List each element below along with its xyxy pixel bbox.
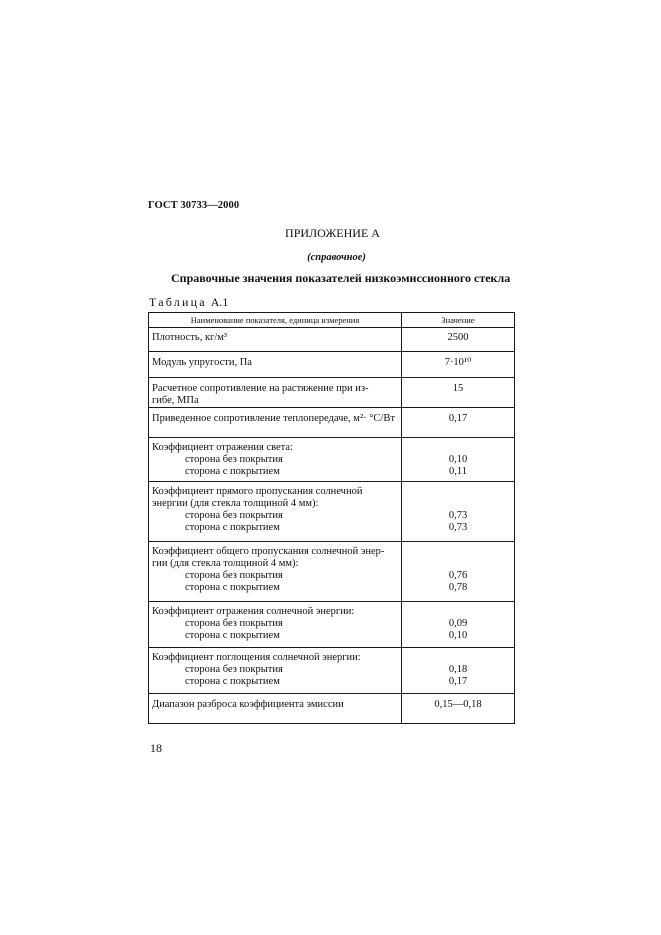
row-value-line: 0,10 [448,630,468,641]
row-value-line: 0,17 [448,413,468,424]
row-name-cell [149,408,402,438]
value-spacer [405,498,511,510]
row-name-line: Диапазон разброса коэффициента эмиссии [152,699,344,710]
row-value-cell [402,378,515,408]
row-value-cell [402,602,515,648]
table-caption-number: А.1 [210,295,229,309]
document-code: ГОСТ 30733—2000 [148,200,240,211]
table-caption-label: Таблица [149,295,207,309]
row-value-line: 0,11 [449,466,467,477]
row-subitem-line: сторона с покрытием [185,582,280,593]
row-value-line: 0,17 [448,676,468,687]
row-subitem-line: сторона с покрытием [185,676,280,687]
table-row [149,648,515,694]
row-value-line: 2500 [447,332,469,343]
row-value-line: 7·10¹⁰ [444,357,472,368]
table-caption [149,295,228,310]
row-name-line: Коэффициент поглощения солнечной энергии: [152,652,361,663]
row-name-cell [149,328,402,352]
value-spacer [405,486,511,498]
table-header-row [149,313,515,328]
row-value-line: 0,73 [448,522,468,533]
row-value-line: 0,78 [448,582,468,593]
row-name-line: Коэффициент отражения солнечной энергии: [152,606,355,617]
reference-values-table [148,312,515,724]
row-name-cell [149,542,402,602]
row-subitem-line: сторона без покрытия [185,510,283,521]
row-subitem-line: сторона без покрытия [185,454,283,465]
row-name-line: Приведенное сопротивление теплопередаче, м²· °С/Вт [152,413,395,424]
row-name-line: энергии (для стекла толщиной 4 мм): [152,498,319,509]
row-value-line: 0,09 [448,618,468,629]
row-value-line: 0,76 [448,570,468,581]
table-row [149,378,515,408]
table-row [149,542,515,602]
row-value-cell [402,648,515,694]
row-name-cell [149,352,402,378]
appendix-title: ПРИЛОЖЕНИЕ А [285,226,380,240]
row-name-line: Коэффициент отражения света: [152,442,293,453]
row-value-line: 0,15—0,18 [434,699,482,710]
section-title: Справочные значения показателей низкоэмиссионного стекла [171,271,511,285]
column-header-name: Наименование показателя, единица измерения [149,313,402,328]
table-row [149,328,515,352]
row-name-cell [149,482,402,542]
row-subitem-line: сторона с покрытием [185,630,280,641]
table-row [149,438,515,482]
row-value-cell [402,542,515,602]
row-name-line: Модуль упругости, Па [152,357,252,368]
row-subitem-line: сторона без покрытия [185,618,283,629]
row-value-cell [402,438,515,482]
row-name-line: гии (для стекла толщиной 4 мм): [152,558,299,569]
row-value-line: 15 [452,383,464,394]
row-subitem-line: сторона с покрытием [185,522,280,533]
row-value-line: 0,73 [448,510,468,521]
row-name-line: Расчетное сопротивление на растяжение при из- [152,383,369,394]
row-value-cell [402,352,515,378]
value-spacer [405,558,511,570]
row-value-line: 0,10 [448,454,468,465]
row-value-cell [402,482,515,542]
row-subitem-line: сторона с покрытием [185,466,280,477]
row-name-cell [149,602,402,648]
table-body [149,328,515,724]
value-spacer [405,652,511,664]
row-name-cell [149,648,402,694]
value-spacer [405,606,511,618]
page-number: 18 [150,741,162,755]
table-row [149,602,515,648]
row-name-line: гибе, МПа [152,395,199,406]
row-value-line: 0,18 [448,664,468,675]
row-subitem-line: сторона без покрытия [185,664,283,675]
value-spacer [405,442,511,454]
row-name-cell [149,438,402,482]
row-name-cell [149,694,402,724]
table-row [149,482,515,542]
value-spacer [405,546,511,558]
row-name-line: Коэффициент прямого пропускания солнечной [152,486,363,497]
row-subitem-line: сторона без покрытия [185,570,283,581]
column-header-value: Значение [402,313,515,328]
table-row [149,694,515,724]
row-value-cell [402,328,515,352]
row-name-line: Плотность, кг/м³ [152,332,228,343]
row-value-cell [402,694,515,724]
row-name-cell [149,378,402,408]
table-row [149,408,515,438]
appendix-note: (справочное) [307,252,366,263]
table-row [149,352,515,378]
row-value-cell [402,408,515,438]
row-name-line: Коэффициент общего пропускания солнечной энер- [152,546,385,557]
